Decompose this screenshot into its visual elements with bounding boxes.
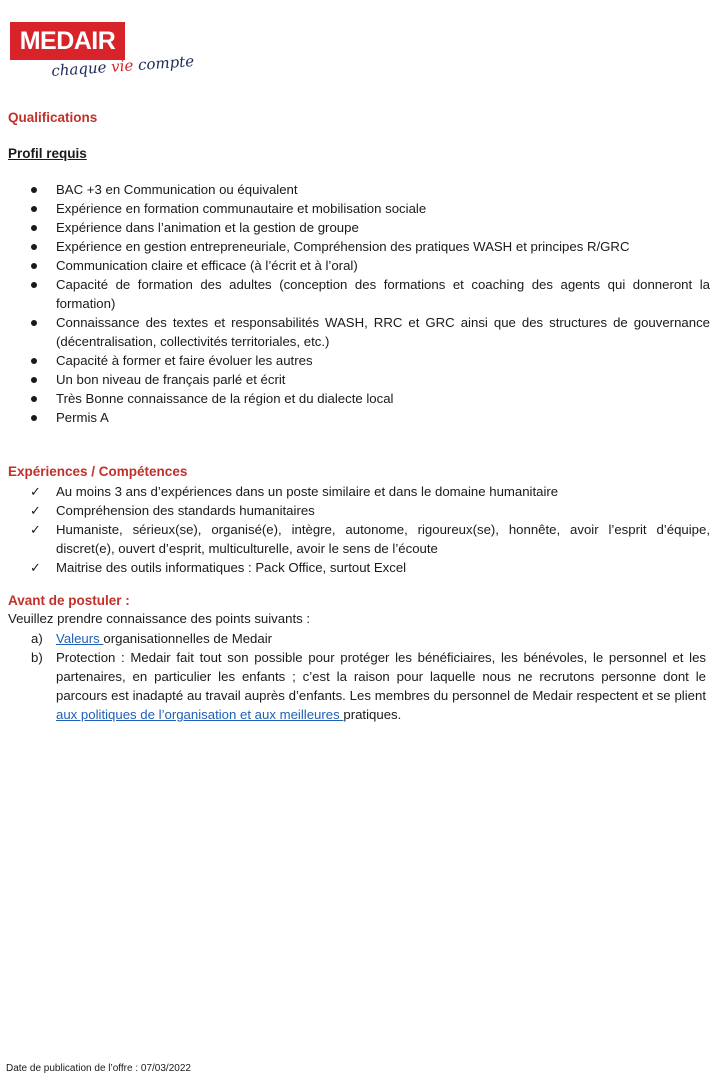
bullet-icon <box>31 225 37 231</box>
list-item-b <box>0 648 720 724</box>
profil-list <box>0 180 720 427</box>
list-item-text: Un bon niveau de français parlé et écrit <box>56 372 286 387</box>
list-item <box>0 313 720 351</box>
bullet-icon <box>31 358 37 364</box>
list-item-text: organisationnelles de Medair <box>103 631 273 646</box>
list-item-text: Humaniste, sérieux(se), organisé(e), intègre, autonome, rigoureux(se), honnête, avoir l’esprit d’équipe, discret(e), ouvert d’esprit, multiculturelle, avoir le sens de l’écoute <box>56 522 710 556</box>
bullet-icon <box>31 206 37 212</box>
list-item-text: Expérience en formation communautaire et mobilisation sociale <box>56 201 427 216</box>
list-item <box>0 199 720 218</box>
avant-intro: Veuillez prendre connaissance des points suivants : <box>8 611 311 626</box>
list-item-text: Protection : Medair fait tout son possible pour protéger les bénéficiaires, les bénévoles, le personnel et les partenaires, en particulier les enfants ; c’est la raison pour laquelle nous ne recrutons personne dont le parcours est inadapté au travail auprès d’enfants. Les membres du personnel de Medair respectent et se plient <box>56 650 706 703</box>
list-item <box>0 501 720 520</box>
list-item-text: Connaissance des textes et responsabilités WASH, RRC et GRC ainsi que des structures de gouvernance (décentralisation, collectivités territoriales, etc.) <box>56 315 710 349</box>
list-item-text: Compréhension des standards humanitaires <box>56 503 315 518</box>
list-item <box>0 370 720 389</box>
tagline-vie: vie <box>110 56 134 76</box>
list-item-text: Permis A <box>56 410 109 425</box>
checkmark-icon: ✓ <box>30 522 41 537</box>
bullet-icon <box>31 396 37 402</box>
qualifications-heading: Qualifications <box>8 110 98 125</box>
list-marker: b) <box>31 650 43 665</box>
avant-list <box>0 629 720 724</box>
politiques-link[interactable]: aux politiques de l’organisation et aux meilleures <box>56 707 344 722</box>
list-item-text: Expérience dans l’animation et la gestion de groupe <box>56 220 359 235</box>
checkmark-icon: ✓ <box>30 484 41 499</box>
list-item-text: Maitrise des outils informatiques : Pack Office, surtout Excel <box>56 560 407 575</box>
bullet-icon <box>31 263 37 269</box>
list-item <box>0 237 720 256</box>
list-item <box>0 520 720 558</box>
list-item <box>0 218 720 237</box>
list-item-text: Très Bonne connaissance de la région et du dialecte local <box>56 391 394 406</box>
list-item <box>0 180 720 199</box>
list-item <box>0 275 720 313</box>
list-item-text: Communication claire et efficace (à l’écrit et à l’oral) <box>56 258 358 273</box>
medair-logo: MEDAIR <box>10 22 125 60</box>
list-item-text: Au moins 3 ans d’expériences dans un poste similaire et dans le domaine humanitaire <box>56 484 559 499</box>
tagline-post: compte <box>132 52 195 75</box>
list-item <box>0 482 720 501</box>
bullet-icon <box>31 187 37 193</box>
avant-heading: Avant de postuler : <box>8 593 130 608</box>
list-item-text-end: pratiques. <box>343 707 402 722</box>
bullet-icon <box>31 415 37 421</box>
list-item <box>0 256 720 275</box>
bullet-icon <box>31 377 37 383</box>
list-item-text: BAC +3 en Communication ou équivalent <box>56 182 298 197</box>
list-item <box>0 558 720 577</box>
list-marker: a) <box>31 631 43 646</box>
experiences-heading: Expériences / Compétences <box>8 464 188 479</box>
list-item-a <box>0 629 720 648</box>
list-item <box>0 351 720 370</box>
list-item <box>0 389 720 408</box>
bullet-icon <box>31 282 37 288</box>
valeurs-link[interactable]: Valeurs <box>56 631 104 646</box>
list-item-text: Capacité à former et faire évoluer les autres <box>56 353 313 368</box>
checkmark-icon: ✓ <box>30 503 41 518</box>
bullet-icon <box>31 244 37 250</box>
bullet-icon <box>31 320 37 326</box>
publication-date: Date de publication de l’offre : 07/03/2022 <box>6 1063 191 1074</box>
list-item-text: Expérience en gestion entrepreneuriale, Compréhension des pratiques WASH et principes R/GRC <box>56 239 630 254</box>
list-item-text: Capacité de formation des adultes (conception des formations et coaching des agents qui donneront la formation) <box>56 277 710 311</box>
experiences-list <box>0 482 720 577</box>
profil-heading: Profil requis <box>8 146 87 161</box>
list-item <box>0 408 720 427</box>
tagline-pre: chaque <box>50 57 112 80</box>
checkmark-icon: ✓ <box>30 560 41 575</box>
